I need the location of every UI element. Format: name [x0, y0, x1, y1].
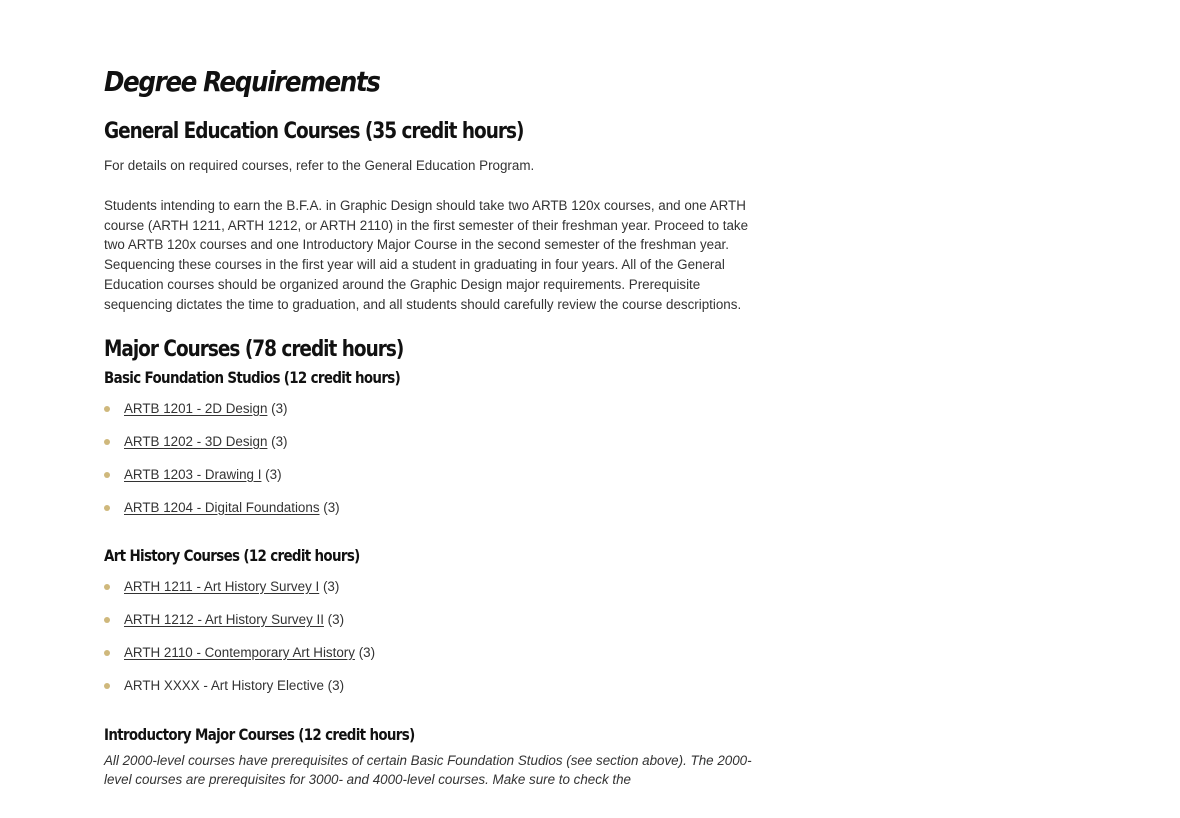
course-credits: (3)	[358, 644, 376, 660]
art-history-list	[104, 578, 754, 710]
major-courses-section	[104, 334, 754, 791]
bullet-icon	[104, 584, 110, 590]
course-credits: (3)	[327, 611, 345, 627]
course-credits: (3)	[271, 433, 288, 449]
list-item	[104, 400, 754, 433]
course-link-arth-2110[interactable]: ARTH 2110 - Contemporary Art History	[124, 644, 355, 660]
bullet-icon	[104, 472, 110, 478]
general-education-heading: General Education Courses (35 credit hours)	[104, 119, 524, 144]
introductory-courses-note: All 2000-level courses have prerequisites of certain Basic Foundation Studios (see section above). The 2000-level courses are prerequisites for 3000- and 4000-level courses. Make sure to check the	[104, 752, 752, 788]
course-link-arth-1212[interactable]: ARTH 1212 - Art History Survey II	[124, 611, 324, 627]
course-credits: (3)	[323, 499, 340, 515]
course-credits: (3)	[322, 578, 340, 594]
bullet-icon	[104, 406, 110, 412]
course-credits: (3)	[327, 677, 345, 693]
course-link-artb-1202[interactable]: ARTB 1202 - 3D Design	[124, 433, 268, 449]
list-item	[104, 611, 754, 644]
course-link-artb-1201[interactable]: ARTB 1201 - 2D Design	[124, 400, 268, 416]
list-item	[104, 499, 754, 532]
art-history-heading: Art History Courses (12 credit hours)	[104, 545, 360, 565]
list-item	[104, 578, 754, 611]
basic-foundation-heading: Basic Foundation Studios (12 credit hours)	[104, 367, 401, 387]
major-courses-heading: Major Courses (78 credit hours)	[104, 336, 404, 362]
list-item	[104, 466, 754, 499]
general-education-section	[104, 116, 754, 315]
general-education-paragraph: Students intending to earn the B.F.A. in Graphic Design should take two ARTB 120x courses, and one ARTH course (ARTH 1211, ARTH 1212, or ARTH 2110) in the first semester of their freshman year. Proceed to take two ARTB 120x courses and one Introductory Major Course in the second semester of the freshman year. Sequencing these courses in the first year will aid a student in graduating in four years. All of the General Education courses should be organized around the Graphic Design major requirements. Prerequisite sequencing dictates the time to graduation, and all students should carefully review the course descriptions.	[104, 197, 749, 312]
bullet-icon	[104, 439, 110, 445]
bullet-icon	[104, 617, 110, 623]
main-content	[104, 60, 754, 790]
introductory-courses-heading: Introductory Major Courses (12 credit hours)	[104, 724, 415, 744]
general-education-details: For details on required courses, refer to the General Education Program.	[104, 158, 535, 173]
basic-foundation-list	[104, 400, 754, 532]
course-credits: (3)	[271, 400, 288, 416]
bullet-icon	[104, 505, 110, 511]
course-link-arth-1211[interactable]: ARTH 1211 - Art History Survey I	[124, 578, 320, 594]
bullet-icon	[104, 683, 110, 689]
list-item	[104, 433, 754, 466]
list-item	[104, 677, 754, 710]
art-history-elective-text: ARTH XXXX - Art History Elective	[124, 677, 324, 693]
course-link-artb-1203[interactable]: ARTB 1203 - Drawing I	[124, 466, 262, 482]
page-title: Degree Requirements	[104, 65, 380, 98]
course-link-artb-1204[interactable]: ARTB 1204 - Digital Foundations	[124, 499, 320, 515]
bullet-icon	[104, 650, 110, 656]
list-item	[104, 644, 754, 677]
course-credits: (3)	[265, 466, 282, 482]
